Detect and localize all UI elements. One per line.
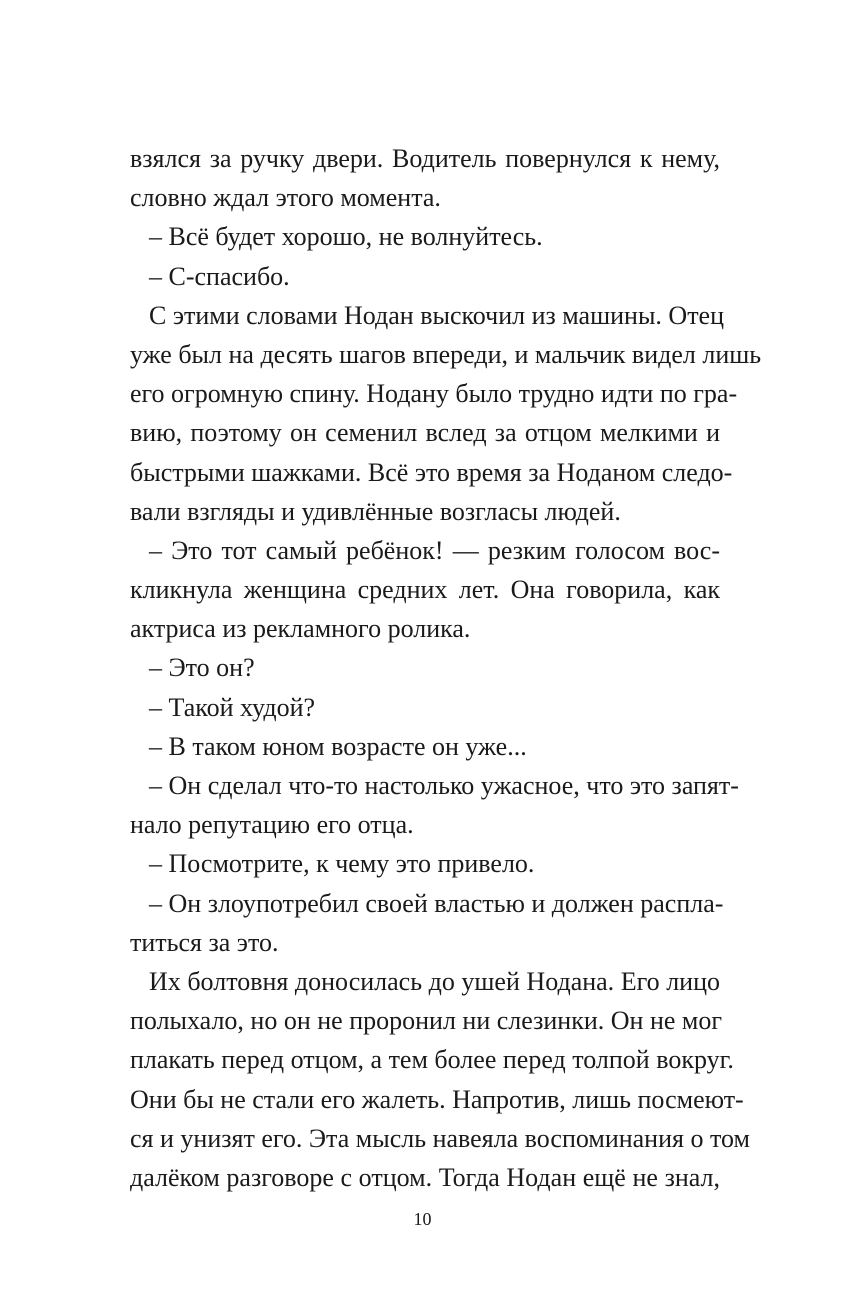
text-line: ся и унизят его. Эта мысль навеяла воспоминания о том (130, 1123, 750, 1153)
text-line: его огромную спину. Нодану было трудно идти по гра- (130, 379, 738, 409)
text-line: взялся за ручку двери. Водитель повернулся к нему, (130, 144, 720, 173)
text-line: быстрыми шажками. Всё это время за Ноданом следо- (130, 457, 733, 487)
text-line: титься за это. (130, 927, 279, 957)
text-line: плакать перед отцом, а тем более перед толпой вокруг. (130, 1045, 734, 1075)
dialogue-line: – Всё будет хорошо, не волнуйтесь. (149, 222, 543, 252)
text-line: полыхало, но он не проронил ни слезинки. Он не мог (130, 1006, 723, 1036)
dialogue-line: – Это он? (149, 653, 255, 683)
text-line: вию, поэтому он семенил вслед за отцом мелкими и (130, 418, 720, 448)
text-line: кликнула женщина средних лет. Она говорила, как (130, 575, 720, 605)
text-line: далёком разговоре с отцом. Тогда Нодан ещё не знал, (130, 1162, 720, 1192)
dialogue-line: – Посмотрите, к чему это привело. (149, 849, 535, 879)
dialogue-line: – В таком юном возрасте он уже... (149, 731, 527, 761)
text-line: нало репутацию его отца. (130, 810, 414, 840)
page-number: 10 (413, 1209, 432, 1229)
paragraph-start-line: С этими словами Нодан выскочил из машины. Отец (149, 300, 725, 330)
text-line: Они бы не стали его жалеть. Напротив, лишь посмеют- (130, 1084, 744, 1114)
text-line: уже был на десять шагов впереди, и мальчик видел лишь (130, 339, 762, 369)
body-text (130, 139, 762, 1197)
text-line: вали взгляды и удивлённые возгласы людей. (130, 496, 621, 526)
dialogue-line: – Это тот самый ребёнок! — резким голосом вос- (149, 535, 720, 565)
text-line: словно ждал этого момента. (130, 183, 441, 213)
dialogue-line: – С-спасибо. (149, 261, 290, 291)
dialogue-line: – Такой худой? (149, 692, 316, 722)
dialogue-line: – Он злоупотребил своей властью и должен распла- (149, 888, 724, 918)
dialogue-line: – Он сделал что-то настолько ужасное, что это запят- (149, 771, 739, 800)
text-line: актриса из рекламного ролика. (130, 614, 471, 644)
paragraph-start-line: Их болтовня доносилась до ушей Нодана. Его лицо (149, 966, 720, 996)
